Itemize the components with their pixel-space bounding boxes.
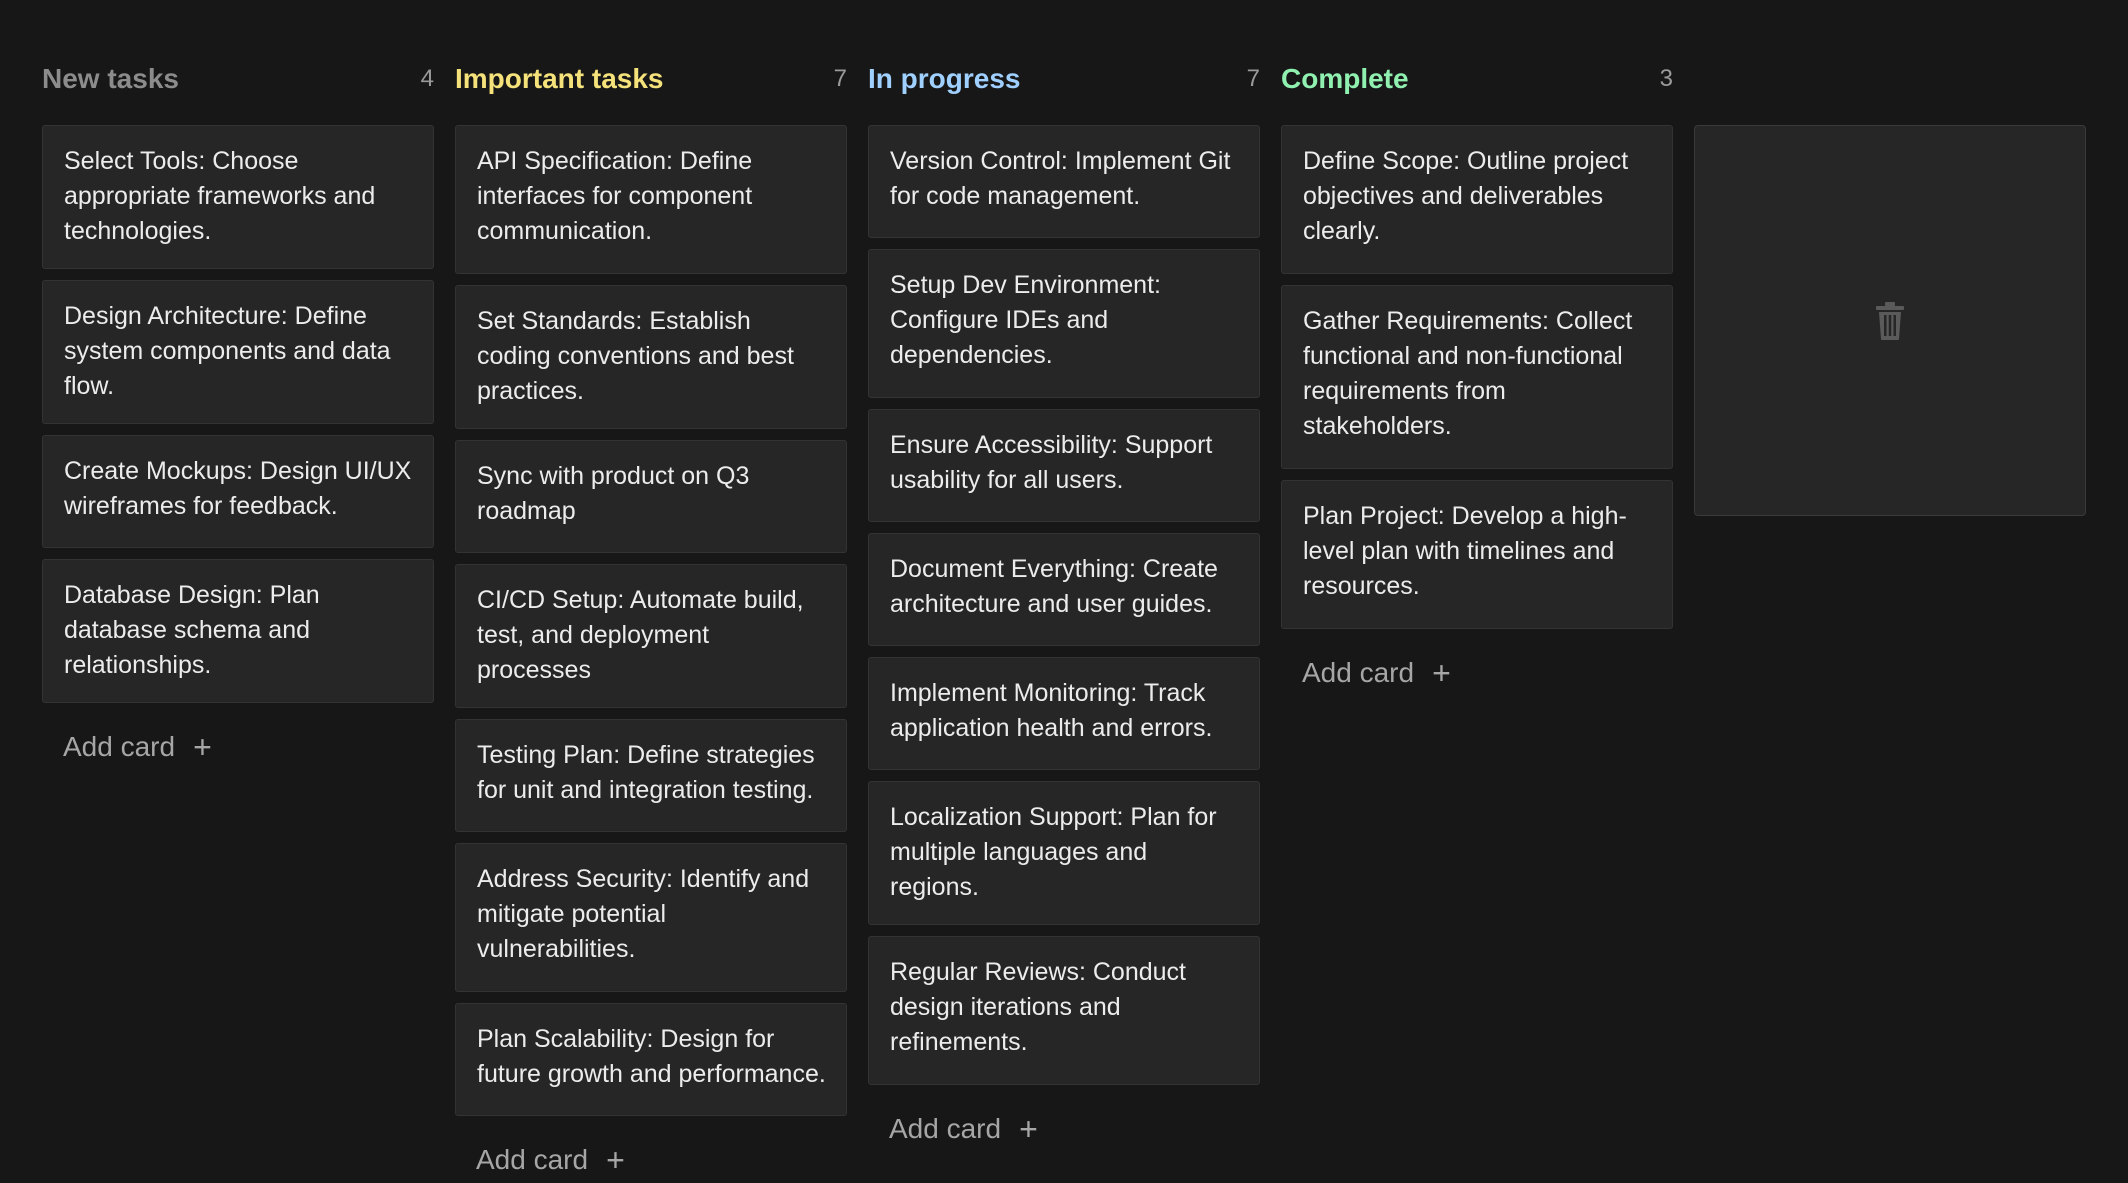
task-card[interactable]: Plan Project: Develop a high-level plan with timelines and resources. (1281, 480, 1673, 629)
task-card[interactable]: Version Control: Implement Git for code management. (868, 125, 1260, 238)
column-header (1281, 54, 1673, 104)
task-card[interactable]: Regular Reviews: Conduct design iterations and refinements. (868, 936, 1260, 1085)
add-card-button[interactable] (1281, 651, 1673, 695)
plus-icon: + (1019, 1111, 1038, 1147)
task-card[interactable]: Gather Requirements: Collect functional and non-functional requirements from stakeholders. (1281, 285, 1673, 469)
kanban-board (42, 54, 2086, 1182)
card-list (42, 125, 434, 703)
column-count: 4 (420, 65, 434, 92)
plus-icon: + (193, 729, 212, 765)
task-card[interactable]: Address Security: Identify and mitigate potential vulnerabilities. (455, 843, 847, 992)
column-count: 7 (833, 65, 847, 92)
task-card[interactable]: API Specification: Define interfaces for component communication. (455, 125, 847, 274)
task-card[interactable]: Create Mockups: Design UI/UX wireframes for feedback. (42, 435, 434, 548)
plus-icon: + (606, 1142, 625, 1178)
task-card[interactable]: Setup Dev Environment: Configure IDEs and dependencies. (868, 249, 1260, 398)
task-card[interactable]: Document Everything: Create architecture and user guides. (868, 533, 1260, 646)
column-header (42, 54, 434, 104)
column-complete (1281, 54, 1673, 695)
card-list (455, 125, 847, 1116)
task-card[interactable]: Database Design: Plan database schema and relationships. (42, 559, 434, 703)
column-title: New tasks (42, 63, 179, 94)
card-list (868, 125, 1260, 1085)
task-card[interactable]: Plan Scalability: Design for future growth and performance. (455, 1003, 847, 1116)
trash-icon (1875, 301, 1905, 341)
add-card-label: Add card (476, 1144, 589, 1175)
add-card-button[interactable] (42, 725, 434, 769)
trash-icon-svg (1875, 301, 1905, 341)
add-card-button[interactable] (868, 1107, 1260, 1151)
task-card[interactable]: Set Standards: Establish coding conventions and best practices. (455, 285, 847, 429)
task-card[interactable]: Select Tools: Choose appropriate frameworks and technologies. (42, 125, 434, 269)
add-card-label: Add card (889, 1113, 1002, 1144)
column-header (455, 54, 847, 104)
card-list (1281, 125, 1673, 629)
column-title: Complete (1281, 63, 1409, 94)
task-card[interactable]: Localization Support: Plan for multiple languages and regions. (868, 781, 1260, 925)
add-card-button[interactable] (455, 1138, 847, 1182)
task-card[interactable]: CI/CD Setup: Automate build, test, and deployment processes (455, 564, 847, 708)
column-important-tasks (455, 54, 847, 1182)
column-in-progress (868, 54, 1260, 1151)
trash-drop-zone[interactable] (1694, 125, 2086, 516)
column-new-tasks (42, 54, 434, 769)
plus-icon: + (1432, 655, 1451, 691)
task-card[interactable]: Sync with product on Q3 roadmap (455, 440, 847, 553)
column-header (868, 54, 1260, 104)
column-count: 3 (1659, 65, 1673, 92)
task-card[interactable]: Define Scope: Outline project objectives and deliverables clearly. (1281, 125, 1673, 274)
add-card-label: Add card (63, 731, 176, 762)
add-card-label: Add card (1302, 657, 1415, 688)
task-card[interactable]: Design Architecture: Define system components and data flow. (42, 280, 434, 424)
task-card[interactable]: Ensure Accessibility: Support usability for all users. (868, 409, 1260, 522)
column-title: In progress (868, 63, 1021, 94)
task-card[interactable]: Implement Monitoring: Track application health and errors. (868, 657, 1260, 770)
column-count: 7 (1246, 65, 1260, 92)
task-card[interactable]: Testing Plan: Define strategies for unit and integration testing. (455, 719, 847, 832)
column-title: Important tasks (455, 63, 664, 94)
